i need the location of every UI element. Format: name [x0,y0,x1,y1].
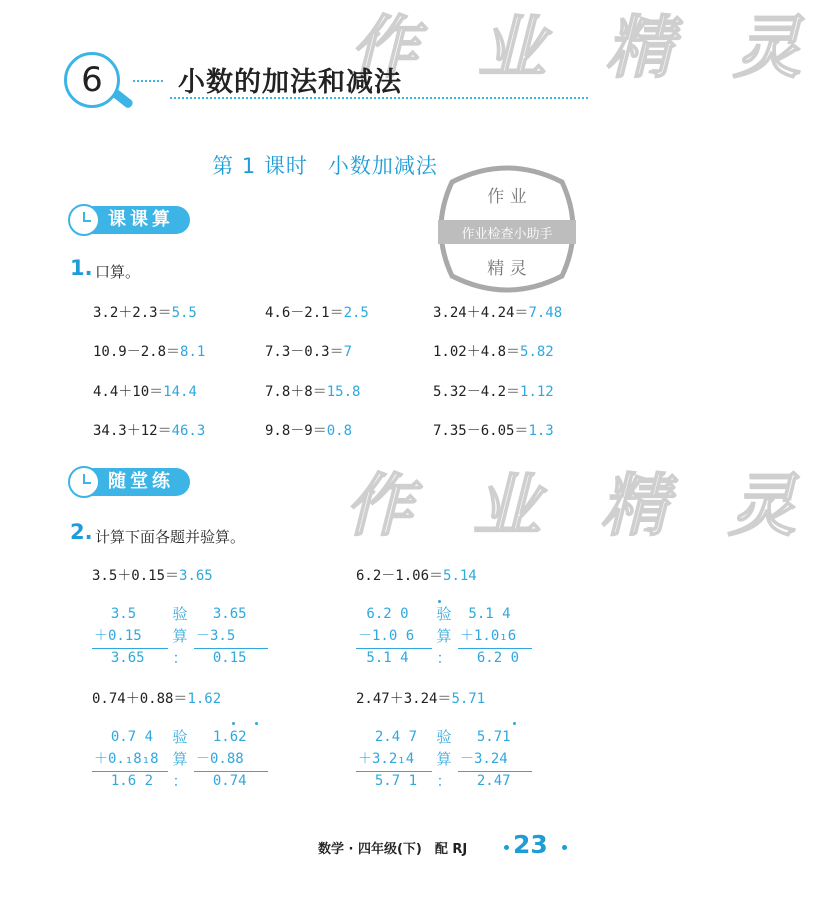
expression: 4.4＋10＝ [93,384,164,400]
question-text-2: 计算下面各题并验算。 [95,528,246,546]
expression: 7.3－0.3＝ [265,344,344,360]
problem-equation [356,688,485,708]
mental-math-item [265,302,369,322]
expression: 9.8－9＝ [265,423,327,439]
sum-line [356,648,432,649]
chapter-title: 小数的加法和减法 [178,67,402,98]
vertical-calculation: 6.2 0 －1.0 6 5.1 4 [358,606,415,666]
alarm-clock-icon [68,466,100,498]
expression: 5.32－4.2＝ [433,384,521,400]
section-badge-kekesuan [68,203,190,237]
watermark-top: 作 业 精 灵 [350,9,819,88]
verification-calculation: 1.62 －0.88 0.74 [196,729,247,789]
answer: 7 [343,344,353,360]
borrow-dot-icon [255,722,258,725]
answer: 1.62 [187,691,222,707]
page-dot-left [504,845,509,850]
section-badge-suitanglian [68,465,190,499]
mental-math-item [265,341,352,361]
answer: 15.8 [326,384,361,400]
answer: 14.4 [163,384,197,400]
chapter-dotted-connector [133,80,163,82]
verify-colon: ： [436,649,452,667]
footer-subject: 数学 · 四年级(下) 配 RJ [318,842,468,857]
answer: 5.82 [520,344,554,360]
expression: 6.2－1.06＝ [356,568,444,584]
verification-calculation: 5.1 4 ＋1.0₁6 6.2 0 [460,606,520,666]
verification-calculation: 5.71 －3.24 2.47 [460,729,511,789]
question-text-1: 口算。 [95,263,141,281]
sum-line [92,648,168,649]
expression: 0.74＋0.88＝ [92,691,188,707]
borrow-dot-icon [438,600,441,603]
expression: 3.24＋4.24＝ [433,305,529,321]
inspection-stamp [432,162,582,296]
expression: 4.6－2.1＝ [265,305,344,321]
check-line [458,771,532,772]
verify-colon: ： [172,649,188,667]
check-line [194,648,268,649]
vertical-calculation: 3.5 ＋0.15 3.65 [94,606,145,666]
verify-label: 验 [172,605,188,623]
problem-equation [356,565,477,585]
expression: 2.47＋3.24＝ [356,691,452,707]
sum-line [356,771,432,772]
question-number-2: 2. [70,520,93,544]
verify-label: 验 [436,728,452,746]
sum-line [92,771,168,772]
check-line [194,771,268,772]
question-number-1: 1. [70,256,93,280]
answer: 1.3 [528,423,554,439]
verify-label: 算 [172,750,188,768]
verify-colon: ： [172,772,188,790]
section-badge-label: 随堂练 [90,468,190,496]
answer: 46.3 [171,423,206,439]
mental-math-item [433,420,554,440]
stamp-middle-text: 作业检查小助手 [461,227,553,242]
chapter-underline [170,97,588,99]
answer: 1.12 [520,384,554,400]
mental-math-item [433,302,562,322]
stamp-top-text: 作 业 [487,187,527,207]
section-badge-label: 课课算 [90,206,190,234]
page-dot-right [562,845,567,850]
expression: 3.5＋0.15＝ [92,568,180,584]
borrow-dot-icon [232,722,235,725]
problem-equation [92,688,221,708]
verify-colon: ： [436,772,452,790]
stamp-bottom-text: 精 灵 [487,259,527,279]
borrow-dot-icon [513,722,516,725]
mental-math-item [265,381,360,401]
verify-label: 算 [436,627,452,645]
answer: 5.14 [443,568,477,584]
verify-label: 算 [436,750,452,768]
answer: 0.8 [326,423,353,439]
verify-label: 验 [172,728,188,746]
answer: 8.1 [180,344,206,360]
vertical-calculation: 0.7 4 ＋0.₁8₁8 1.6 2 [94,729,159,789]
mental-math-item [93,302,197,322]
mental-math-item [93,381,197,401]
expression: 10.9－2.8＝ [93,344,181,360]
answer: 5.5 [171,305,197,321]
chapter-number: 6 [64,52,120,108]
mental-math-item [433,341,554,361]
watermark-middle: 作 业 精 灵 [345,467,815,546]
expression: 7.8＋8＝ [265,384,327,400]
lesson-name: 小数加减法 [327,154,438,178]
vertical-calculation: 2.4 7 ＋3.2₁4 5.7 1 [358,729,418,789]
answer: 2.5 [343,305,369,321]
expression: 34.3＋12＝ [93,423,172,439]
lesson-part: 第 1 课时 [212,154,308,178]
answer: 3.65 [179,568,213,584]
expression: 7.35－6.05＝ [433,423,529,439]
verify-label: 算 [172,627,188,645]
mental-math-item [93,341,205,361]
answer: 5.71 [451,691,486,707]
alarm-clock-icon [68,204,100,236]
problem-equation [92,565,213,585]
mental-math-item [433,381,554,401]
answer: 7.48 [528,305,563,321]
mental-math-item [265,420,352,440]
check-line [458,648,532,649]
page-number: 23 [513,830,548,859]
verification-calculation: 3.65 －3.5 0.15 [196,606,247,666]
mental-math-item [93,420,205,440]
expression: 1.02＋4.8＝ [433,344,521,360]
expression: 3.2＋2.3＝ [93,305,172,321]
verify-label: 验 [436,605,452,623]
